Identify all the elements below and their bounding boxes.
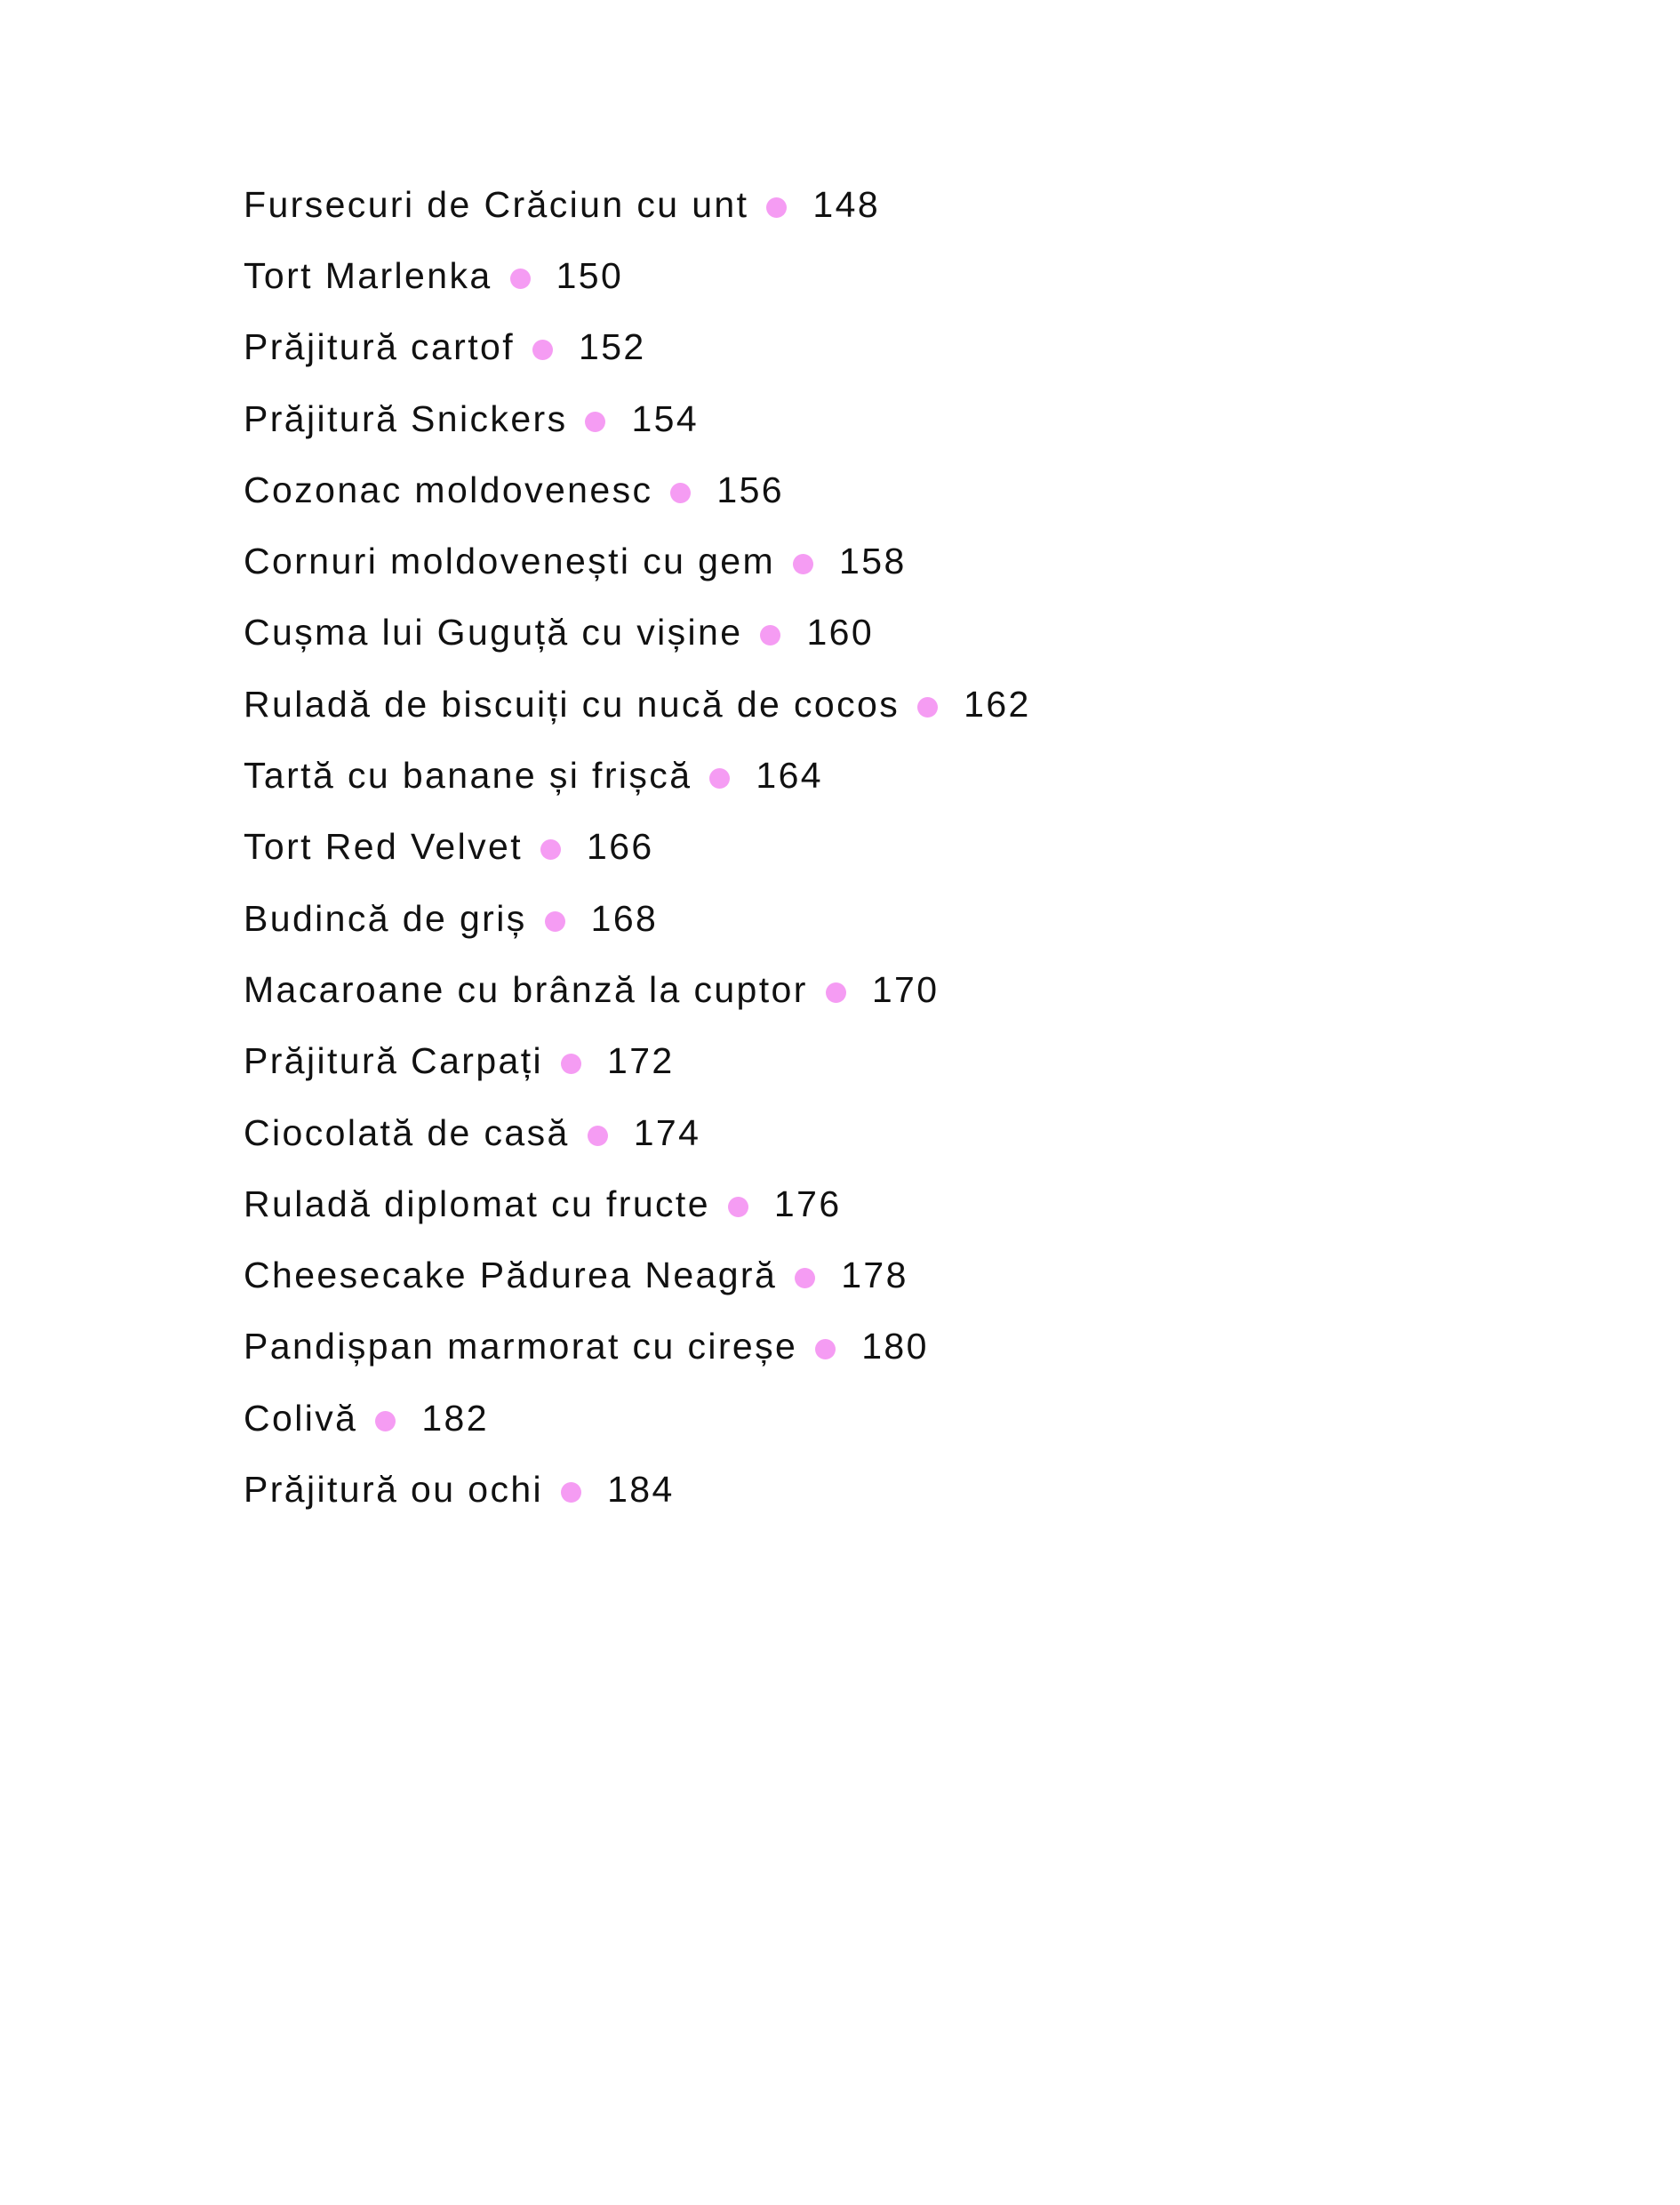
entry-page-number: 178	[841, 1255, 908, 1296]
bullet-dot-icon	[510, 269, 531, 289]
entry-title: Ciocolată de casă	[244, 1111, 570, 1153]
toc-entry	[244, 240, 1031, 311]
bullet-dot-icon	[795, 1268, 815, 1288]
toc-entry	[244, 812, 1031, 883]
entry-title: Prăjitură Snickers	[244, 397, 568, 439]
entry-page-number: 150	[556, 254, 624, 296]
entry-page-number: 174	[633, 1111, 701, 1153]
bullet-dot-icon	[375, 1411, 396, 1431]
entry-page-number: 154	[631, 397, 700, 439]
toc-entry	[244, 1097, 1031, 1168]
toc-entry	[244, 1383, 1031, 1454]
entry-page-number: 160	[806, 612, 875, 653]
entry-title: Cornuri moldovenești cu gem	[244, 541, 776, 582]
entry-title: Prăjitură cartof	[244, 326, 515, 368]
toc-entry	[244, 1239, 1031, 1311]
entry-page-number: 162	[964, 683, 1031, 725]
toc-entry	[244, 883, 1031, 954]
toc-entry	[244, 383, 1031, 454]
bullet-dot-icon	[588, 1126, 608, 1146]
toc-entry	[244, 525, 1031, 597]
toc-entry	[244, 454, 1031, 525]
entry-page-number: 180	[861, 1326, 929, 1367]
bullet-dot-icon	[585, 412, 605, 432]
entry-page-number: 156	[716, 469, 784, 510]
entry-title: Colivă	[244, 1397, 358, 1439]
entry-title: Ruladă de biscuiți cu nucă de cocos	[244, 683, 900, 725]
toc-entry	[244, 1311, 1031, 1383]
toc-entry	[244, 740, 1031, 811]
entry-page-number: 184	[607, 1468, 675, 1510]
entry-title: Cușma lui Guguță cu vișine	[244, 612, 743, 653]
entry-title: Fursecuri de Crăciun cu unt	[244, 183, 749, 225]
toc-entry	[244, 1168, 1031, 1239]
entry-page-number: 152	[579, 326, 646, 368]
entry-title: Cheesecake Pădurea Neagră	[244, 1255, 778, 1296]
toc-entry	[244, 1454, 1031, 1525]
bullet-dot-icon	[793, 554, 813, 574]
bullet-dot-icon	[561, 1054, 581, 1074]
bullet-dot-icon	[532, 340, 553, 360]
bullet-dot-icon	[709, 768, 730, 789]
entry-title: Budincă de griș	[244, 897, 527, 939]
bullet-dot-icon	[815, 1339, 836, 1359]
entry-title: Pandișpan marmorat cu cireșe	[244, 1326, 798, 1367]
entry-title: Tort Marlenka	[244, 254, 492, 296]
entry-page-number: 166	[587, 826, 654, 868]
entry-page-number: 158	[839, 541, 907, 582]
toc-entry	[244, 312, 1031, 383]
entry-page-number: 170	[871, 968, 940, 1010]
entry-page-number: 176	[773, 1183, 842, 1224]
entry-page-number: 182	[421, 1397, 489, 1439]
toc-entry	[244, 954, 1031, 1025]
entry-title: Prăjitură ou ochi	[244, 1468, 544, 1510]
toc-entry	[244, 597, 1031, 669]
table-of-contents	[244, 169, 1031, 1526]
toc-entry	[244, 669, 1031, 740]
bullet-dot-icon	[540, 839, 561, 860]
toc-entry	[244, 169, 1031, 240]
bullet-dot-icon	[760, 625, 780, 645]
entry-title: Ruladă diplomat cu fructe	[244, 1183, 710, 1224]
entry-title: Tort Red Velvet	[244, 826, 524, 868]
bullet-dot-icon	[561, 1482, 581, 1503]
bullet-dot-icon	[766, 197, 787, 218]
entry-page-number: 168	[590, 897, 659, 939]
entry-title: Tartă cu banane și frișcă	[244, 755, 692, 797]
bullet-dot-icon	[826, 982, 846, 1003]
entry-page-number: 164	[756, 755, 824, 797]
entry-page-number: 148	[812, 183, 881, 225]
entry-title: Macaroane cu brânză la cuptor	[244, 968, 808, 1010]
bullet-dot-icon	[728, 1197, 748, 1217]
bullet-dot-icon	[545, 911, 565, 932]
entry-title: Cozonac moldovenesc	[244, 469, 653, 510]
bullet-dot-icon	[917, 697, 938, 718]
toc-entry	[244, 1026, 1031, 1097]
entry-title: Prăjitură Carpați	[244, 1040, 544, 1082]
bullet-dot-icon	[670, 483, 691, 503]
entry-page-number: 172	[607, 1040, 675, 1082]
